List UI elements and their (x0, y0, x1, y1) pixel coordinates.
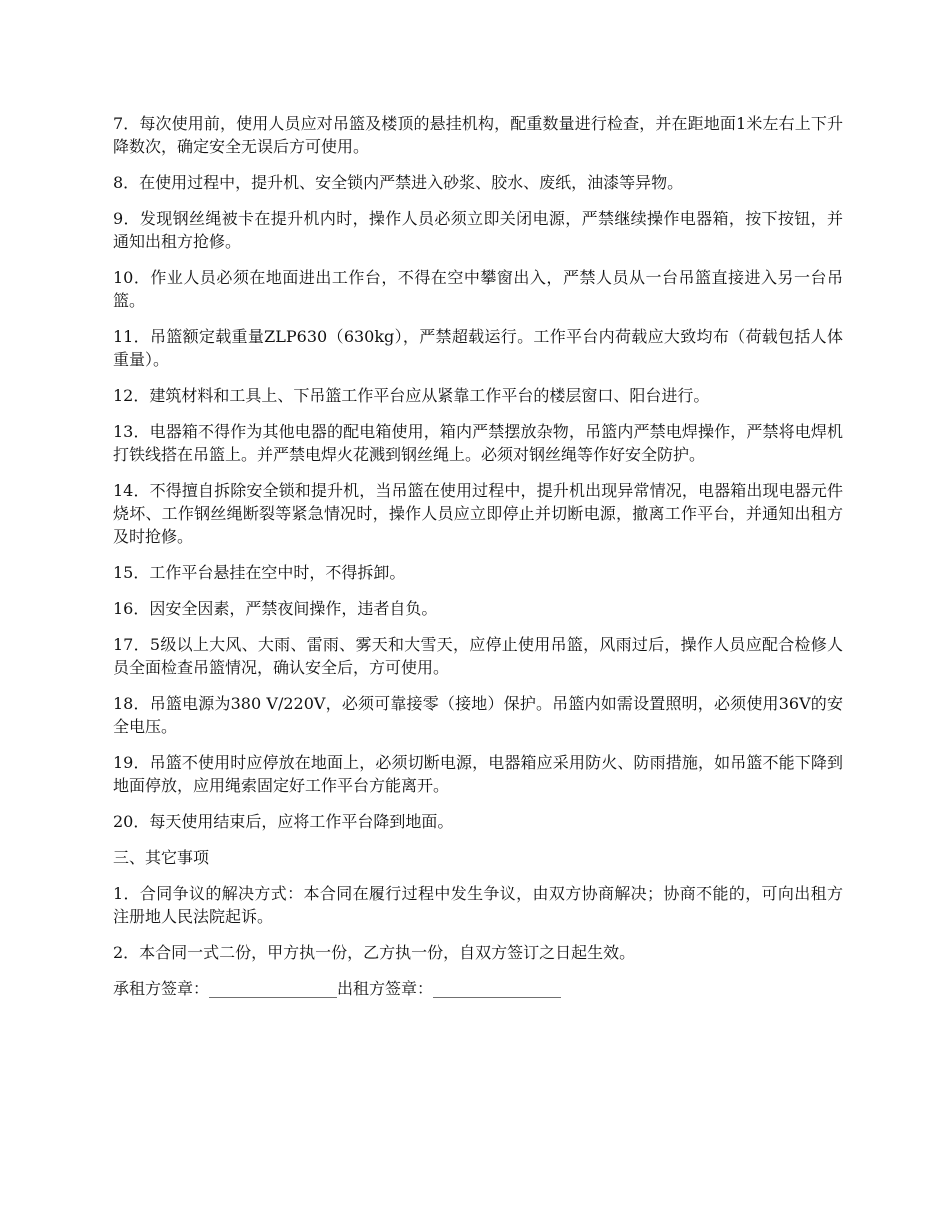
clause-14: 14．不得擅自拆除安全锁和提升机，当吊篮在使用过程中，提升机出现异常情况，电器箱出现电器元件烧坏、工作钢丝绳断裂等紧急情况时，操作人员应立即停止并切断电源，撤离工作平台，并通知出租方及时抢修。 (113, 481, 843, 546)
clause-19: 19．吊篮不使用时应停放在地面上，必须切断电源，电器箱应采用防火、防雨措施，如吊篮不能下降到地面停放，应用绳索固定好工作平台方能离开。 (113, 753, 843, 795)
clause-8: 8．在使用过程中，提升机、安全锁内严禁进入砂浆、胶水、废纸，油漆等异物。 (113, 173, 684, 192)
other-item-1: 1．合同争议的解决方式：本合同在履行过程中发生争议，由双方协商解决；协商不能的，可向出租方注册地人民法院起诉。 (113, 884, 843, 926)
clause-13: 13．电器箱不得作为其他电器的配电箱使用，箱内严禁摆放杂物，吊篮内严禁电焊操作，严禁将电焊机打铁线搭在吊篮上。并严禁电焊火花溅到钢丝绳上。必须对钢丝绳等作好安全防护。 (113, 422, 843, 464)
lessor-signature-label: 出租方签章： (337, 979, 434, 998)
clause-17: 17．5级以上大风、大雨、雷雨、雾天和大雪天，应停止使用吊篮，风雨过后，操作人员应配合检修人员全面检查吊篮情况，确认安全后，方可使用。 (113, 635, 843, 677)
section-3-heading: 三、其它事项 (113, 848, 210, 867)
signature-line (113, 977, 843, 1000)
lessee-signature-label: 承租方签章： (113, 979, 210, 998)
clause-11: 11．吊篮额定载重量ZLP630（630kg），严禁超载运行。工作平台内荷载应大致均布（荷载包括人体重量）。 (113, 327, 843, 369)
clause-12: 12．建筑材料和工具上、下吊篮工作平台应从紧靠工作平台的楼层窗口、阳台进行。 (113, 386, 710, 405)
clause-7: 7．每次使用前，使用人员应对吊篮及楼顶的悬挂机构，配重数量进行检查，并在距地面1米左右上下升降数次，确定安全无误后方可使用。 (113, 114, 843, 156)
other-item-2: 2．本合同一式二份，甲方执一份，乙方执一份，自双方签订之日起生效。 (113, 943, 636, 962)
clause-15: 15．工作平台悬挂在空中时，不得拆卸。 (113, 563, 406, 582)
clause-9: 9．发现钢丝绳被卡在提升机内时，操作人员必须立即关闭电源，严禁继续操作电器箱，按下按钮，并通知出租方抢修。 (113, 209, 843, 251)
clause-18: 18．吊篮电源为380 V/220V，必须可靠接零（接地）保护。吊篮内如需设置照明，必须使用36V的安全电压。 (113, 694, 843, 736)
clause-10: 10．作业人员必须在地面进出工作台，不得在空中攀窗出入，严禁人员从一台吊篮直接进入另一台吊篮。 (113, 268, 843, 310)
document-page (113, 112, 843, 1000)
clause-20: 20．每天使用结束后，应将工作平台降到地面。 (113, 812, 454, 831)
lessor-signature-blank: ________________ (433, 979, 562, 998)
lessee-signature-blank: ________________ (209, 979, 338, 998)
clause-16: 16．因安全因素，严禁夜间操作，违者自负。 (113, 599, 438, 618)
